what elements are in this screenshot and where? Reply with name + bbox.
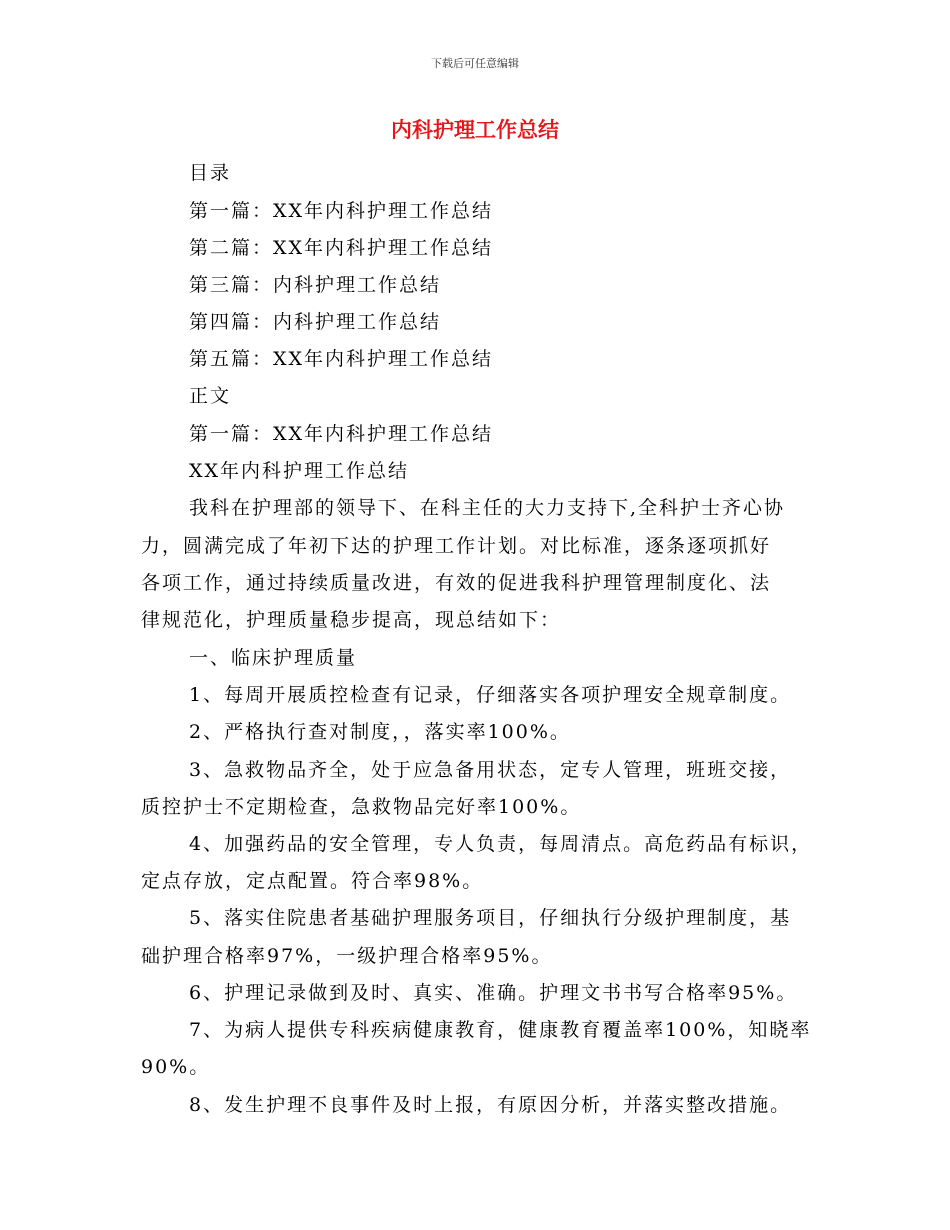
list-item-continuation: 90%。 [141,1056,211,1078]
paragraph-line: 我科在护理部的领导下、在科主任的大力支持下,全科护士齐心协 [189,497,786,519]
toc-item: 第二篇：XX年内科护理工作总结 [189,237,494,259]
list-item: 4、加强药品的安全管理，专人负责，每周清点。高危药品有标识， [189,833,813,855]
section-heading: 一、临床护理质量 [189,647,358,669]
paragraph-line: 力，圆满完成了年初下达的护理工作计划。对比标准，逐条逐项抓好 [141,535,772,557]
list-item: 2、严格执行查对制度，，落实率100%。 [189,721,571,743]
list-item: 6、护理记录做到及时、真实、准确。护理文书书写合格率95%。 [189,982,798,1004]
paragraph-line: 各项工作，通过持续质量改进，有效的促进我科护理管理制度化、法 [141,572,772,594]
body-heading: 正文 [189,385,232,407]
toc-item: 第四篇：内科护理工作总结 [189,311,442,333]
toc-heading: 目录 [189,162,232,184]
chapter-subtitle: XX年内科护理工作总结 [189,460,410,482]
list-item: 5、落实住院患者基础护理服务项目，仔细执行分级护理制度，基 [189,907,792,929]
chapter-heading: 第一篇：XX年内科护理工作总结 [189,423,494,445]
list-item-continuation: 定点存放，定点配置。符合率98%。 [141,870,484,892]
paragraph-line: 律规范化，护理质量稳步提高，现总结如下： [141,609,562,631]
list-item: 7、为病人提供专科疾病健康教育，健康教育覆盖率100%，知晓率 [189,1019,812,1041]
toc-item: 第一篇：XX年内科护理工作总结 [189,200,494,222]
list-item: 1、每周开展质控检查有记录，仔细落实各项护理安全规章制度。 [189,684,792,706]
list-item: 8、发生护理不良事件及时上报，有原因分析，并落实整改措施。 [189,1094,792,1116]
toc-item: 第五篇：XX年内科护理工作总结 [189,348,494,370]
header-note: 下载后可任意编辑 [431,57,519,70]
list-item: 3、急救物品齐全，处于应急备用状态，定专人管理，班班交接， [189,759,792,781]
document-title: 内科护理工作总结 [391,117,559,142]
toc-item: 第三篇：内科护理工作总结 [189,274,442,296]
list-item-continuation: 质控护士不定期检查，急救物品完好率100%。 [141,796,582,818]
list-item-continuation: 础护理合格率97%，一级护理合格率95%。 [141,945,553,967]
